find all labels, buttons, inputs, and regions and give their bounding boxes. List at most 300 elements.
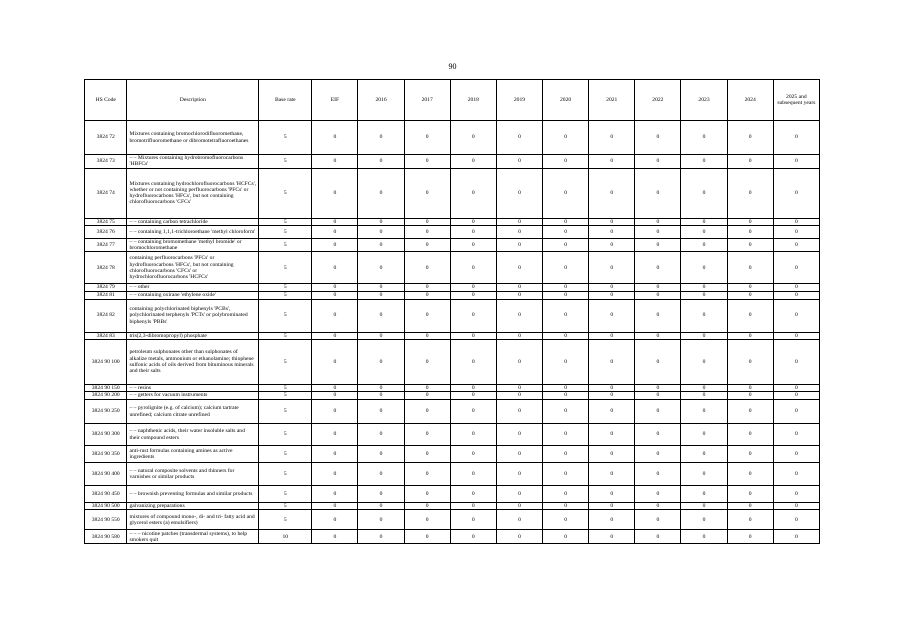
description-cell: containing polychlorinated biphenyls 'PCBs', polychlorinated terphenyls 'PCTs' or polybrominated biphenyls 'PBBs' [127,299,259,332]
hs-code-cell: 3824 75 [85,218,127,225]
column-header: Description [127,80,259,121]
stage-rate-cell: 0 [773,463,819,486]
hs-code-cell: 3824 90 250 [85,400,127,424]
description-cell: mixtures of compound mono-, di- and tri- fatty acid and glycerol esters (a) emulsifiers) [127,510,259,530]
stage-rate-cell: 0 [773,238,819,252]
stage-rate-cell: 0 [496,299,542,332]
stage-rate-cell: 0 [681,168,727,218]
stage-rate-cell: 0 [496,218,542,225]
stage-rate-cell: 0 [727,424,773,446]
description-cell: – – containing oxirane 'ethylene oxide' [127,291,259,299]
stage-rate-cell: 0 [358,463,404,486]
hs-code-cell: 3824 90 350 [85,446,127,463]
stage-rate-cell: 0 [589,446,635,463]
hs-code-cell: 3824 90 500 [85,503,127,510]
stage-rate-cell: 0 [773,384,819,391]
table-row [85,299,820,332]
stage-rate-cell: 0 [589,486,635,503]
stage-rate-cell: 0 [450,121,496,155]
table-row [85,168,820,218]
stage-rate-cell: 0 [404,155,450,169]
stage-rate-cell: 0 [589,530,635,544]
stage-rate-cell: 0 [773,424,819,446]
stage-rate-cell: 0 [312,155,358,169]
stage-rate-cell: 0 [358,332,404,339]
stage-rate-cell: 0 [589,424,635,446]
stage-rate-cell: 0 [358,238,404,252]
stage-rate-cell: 0 [358,284,404,291]
stage-rate-cell: 0 [358,252,404,284]
stage-rate-cell: 0 [773,510,819,530]
stage-rate-cell: 0 [358,392,404,400]
stage-rate-cell: 0 [312,463,358,486]
stage-rate-cell: 0 [635,252,681,284]
stage-rate-cell: 0 [773,284,819,291]
stage-rate-cell: 0 [681,284,727,291]
stage-rate-cell: 0 [635,339,681,384]
table-row [85,121,820,155]
stage-rate-cell: 0 [589,121,635,155]
description-cell: tris(2,3-dibromopropyl) phosphate [127,332,259,339]
column-header: 2020 [543,80,589,121]
stage-rate-cell: 0 [681,503,727,510]
stage-rate-cell: 0 [404,225,450,238]
table-row [85,400,820,424]
stage-rate-cell: 0 [727,510,773,530]
table-body [85,121,820,544]
stage-rate-cell: 0 [681,252,727,284]
description-cell: petroleum sulphonates other than sulphonates of alkalize metals, ammonium or ethanolamine; thiophene sulfonic acids of oils derived from bituminous minerals and their salts [127,339,259,384]
stage-rate-cell: 0 [450,238,496,252]
stage-rate-cell: 0 [496,284,542,291]
stage-rate-cell: 0 [496,238,542,252]
stage-rate-cell: 0 [312,486,358,503]
stage-rate-cell: 0 [773,332,819,339]
stage-rate-cell: 0 [312,339,358,384]
stage-rate-cell: 0 [773,446,819,463]
stage-rate-cell: 0 [681,424,727,446]
column-header: 2018 [450,80,496,121]
hs-code-cell: 3824 78 [85,252,127,284]
stage-rate-cell: 0 [358,384,404,391]
description-cell: – – natural composite solvents and thinners for varnishes or similar products [127,463,259,486]
stage-rate-cell: 0 [496,392,542,400]
stage-rate-cell: 0 [589,384,635,391]
stage-rate-cell: 0 [312,284,358,291]
stage-rate-cell: 0 [635,392,681,400]
stage-rate-cell: 0 [543,400,589,424]
stage-rate-cell: 0 [450,424,496,446]
stage-rate-cell: 0 [404,400,450,424]
description-cell: – – pyrolignite (e.g. of calcium); calcium tartrate unrefined; calcium citrate unrefined [127,400,259,424]
stage-rate-cell: 0 [589,155,635,169]
stage-rate-cell: 0 [635,291,681,299]
base-rate-cell: 5 [259,238,312,252]
stage-rate-cell: 0 [404,463,450,486]
stage-rate-cell: 0 [727,332,773,339]
stage-rate-cell: 0 [450,463,496,486]
column-header: 2025 and subsequent years [773,80,819,121]
stage-rate-cell: 0 [358,121,404,155]
stage-rate-cell: 0 [312,252,358,284]
stage-rate-cell: 0 [589,400,635,424]
hs-code-cell: 3824 90 550 [85,510,127,530]
stage-rate-cell: 0 [727,121,773,155]
stage-rate-cell: 0 [681,400,727,424]
stage-rate-cell: 0 [450,252,496,284]
stage-rate-cell: 0 [727,238,773,252]
stage-rate-cell: 0 [589,299,635,332]
stage-rate-cell: 0 [358,291,404,299]
stage-rate-cell: 0 [450,218,496,225]
stage-rate-cell: 0 [635,486,681,503]
table-row [85,284,820,291]
hs-code-cell: 3824 79 [85,284,127,291]
stage-rate-cell: 0 [727,225,773,238]
stage-rate-cell: 0 [727,446,773,463]
stage-rate-cell: 0 [681,155,727,169]
hs-code-cell: 3824 76 [85,225,127,238]
stage-rate-cell: 0 [635,155,681,169]
table-row [85,291,820,299]
stage-rate-cell: 0 [727,299,773,332]
stage-rate-cell: 0 [358,446,404,463]
stage-rate-cell: 0 [681,291,727,299]
stage-rate-cell: 0 [404,530,450,544]
stage-rate-cell: 0 [543,503,589,510]
stage-rate-cell: 0 [496,168,542,218]
stage-rate-cell: 0 [681,238,727,252]
stage-rate-cell: 0 [450,225,496,238]
stage-rate-cell: 0 [727,339,773,384]
stage-rate-cell: 0 [543,530,589,544]
stage-rate-cell: 0 [727,252,773,284]
table-row [85,486,820,503]
page-number: 90 [448,62,457,71]
stage-rate-cell: 0 [727,168,773,218]
base-rate-cell: 5 [259,503,312,510]
stage-rate-cell: 0 [635,424,681,446]
stage-rate-cell: 0 [450,291,496,299]
table-row [85,392,820,400]
stage-rate-cell: 0 [635,121,681,155]
stage-rate-cell: 0 [773,530,819,544]
stage-rate-cell: 0 [773,121,819,155]
stage-rate-cell: 0 [589,238,635,252]
base-rate-cell: 5 [259,486,312,503]
description-cell: Mixtures containing hydrochlorofluorocarbons 'HCFCs', whether or not containing perfluorocarbons 'PFCs' or hydrofluorocarbons 'HFCs', but not containing chlorofluorocarbons 'CFCs' [127,168,259,218]
hs-code-cell: 3824 73 [85,155,127,169]
stage-rate-cell: 0 [496,463,542,486]
stage-rate-cell: 0 [635,510,681,530]
stage-rate-cell: 0 [404,503,450,510]
stage-rate-cell: 0 [312,168,358,218]
stage-rate-cell: 0 [681,446,727,463]
description-cell: – – containing 1,1,1-trichloroethane 'methyl chloroform' [127,225,259,238]
stage-rate-cell: 0 [773,155,819,169]
hs-code-cell: 3824 74 [85,168,127,218]
stage-rate-cell: 0 [404,168,450,218]
hs-code-cell: 3824 90 580 [85,530,127,544]
base-rate-cell: 5 [259,291,312,299]
stage-rate-cell: 0 [543,155,589,169]
stage-rate-cell: 0 [635,218,681,225]
stage-rate-cell: 0 [589,218,635,225]
stage-rate-cell: 0 [496,503,542,510]
stage-rate-cell: 0 [496,332,542,339]
description-cell: anti-rust formulas containing amines as active ingredients [127,446,259,463]
stage-rate-cell: 0 [773,252,819,284]
stage-rate-cell: 0 [681,384,727,391]
column-header: 2022 [635,80,681,121]
stage-rate-cell: 0 [404,332,450,339]
stage-rate-cell: 0 [358,299,404,332]
stage-rate-cell: 0 [358,486,404,503]
base-rate-cell: 5 [259,510,312,530]
stage-rate-cell: 0 [635,168,681,218]
stage-rate-cell: 0 [358,503,404,510]
column-header: 2017 [404,80,450,121]
description-cell: Mixtures containing bromochlorodifluoromethane, bromotrifluoromethane or dibromotetrafluoroethanes [127,121,259,155]
stage-rate-cell: 0 [589,510,635,530]
stage-rate-cell: 0 [727,284,773,291]
stage-rate-cell: 0 [543,392,589,400]
stage-rate-cell: 0 [543,332,589,339]
stage-rate-cell: 0 [635,225,681,238]
table-row [85,225,820,238]
description-cell: – – – nicotine patches (transdermal systems), to help smokers quit [127,530,259,544]
stage-rate-cell: 0 [312,238,358,252]
stage-rate-cell: 0 [635,332,681,339]
stage-rate-cell: 0 [635,463,681,486]
stage-rate-cell: 0 [450,446,496,463]
stage-rate-cell: 0 [312,121,358,155]
table-row [85,530,820,544]
stage-rate-cell: 0 [496,121,542,155]
stage-rate-cell: 0 [681,332,727,339]
stage-rate-cell: 0 [635,238,681,252]
stage-rate-cell: 0 [312,424,358,446]
stage-rate-cell: 0 [312,400,358,424]
stage-rate-cell: 0 [773,299,819,332]
stage-rate-cell: 0 [727,392,773,400]
tariff-schedule-table [84,79,820,544]
stage-rate-cell: 0 [358,218,404,225]
stage-rate-cell: 0 [404,392,450,400]
stage-rate-cell: 0 [358,400,404,424]
stage-rate-cell: 0 [450,299,496,332]
stage-rate-cell: 0 [496,384,542,391]
stage-rate-cell: 0 [543,218,589,225]
stage-rate-cell: 0 [543,291,589,299]
stage-rate-cell: 0 [404,446,450,463]
base-rate-cell: 5 [259,384,312,391]
table-row [85,424,820,446]
column-header: 2019 [496,80,542,121]
stage-rate-cell: 0 [543,424,589,446]
stage-rate-cell: 0 [404,252,450,284]
stage-rate-cell: 0 [681,463,727,486]
stage-rate-cell: 0 [727,503,773,510]
hs-code-cell: 3824 83 [85,332,127,339]
base-rate-cell: 5 [259,332,312,339]
table-row [85,155,820,169]
description-cell: – – naphthenic acids, their water insoluble salts and their compound esters [127,424,259,446]
base-rate-cell: 5 [259,252,312,284]
stage-rate-cell: 0 [543,284,589,291]
table-row [85,218,820,225]
hs-code-cell: 3824 90 450 [85,486,127,503]
stage-rate-cell: 0 [312,530,358,544]
stage-rate-cell: 0 [404,486,450,503]
hs-code-cell: 3824 90 200 [85,392,127,400]
stage-rate-cell: 0 [635,446,681,463]
table-row [85,463,820,486]
stage-rate-cell: 0 [358,155,404,169]
stage-rate-cell: 0 [543,225,589,238]
stage-rate-cell: 0 [312,392,358,400]
column-header: Base rate [259,80,312,121]
stage-rate-cell: 0 [450,284,496,291]
stage-rate-cell: 0 [681,339,727,384]
stage-rate-cell: 0 [496,530,542,544]
stage-rate-cell: 0 [312,225,358,238]
hs-code-cell: 3824 90 150 [85,384,127,391]
stage-rate-cell: 0 [404,339,450,384]
stage-rate-cell: 0 [589,291,635,299]
stage-rate-cell: 0 [773,225,819,238]
stage-rate-cell: 0 [450,384,496,391]
stage-rate-cell: 0 [589,503,635,510]
stage-rate-cell: 0 [450,392,496,400]
column-header: EIF [312,80,358,121]
stage-rate-cell: 0 [543,384,589,391]
table-header-row [85,80,820,121]
stage-rate-cell: 0 [635,530,681,544]
stage-rate-cell: 0 [773,168,819,218]
stage-rate-cell: 0 [681,121,727,155]
stage-rate-cell: 0 [727,291,773,299]
description-cell: – – brownish preventing formulas and similar products [127,486,259,503]
stage-rate-cell: 0 [312,299,358,332]
stage-rate-cell: 0 [727,486,773,503]
description-cell: – – containing carbon tetrachloride [127,218,259,225]
stage-rate-cell: 0 [543,446,589,463]
stage-rate-cell: 0 [681,299,727,332]
hs-code-cell: 3824 72 [85,121,127,155]
stage-rate-cell: 0 [773,218,819,225]
base-rate-cell: 5 [259,155,312,169]
stage-rate-cell: 0 [312,446,358,463]
stage-rate-cell: 0 [496,252,542,284]
hs-code-cell: 3824 90 300 [85,424,127,446]
stage-rate-cell: 0 [635,299,681,332]
stage-rate-cell: 0 [496,291,542,299]
stage-rate-cell: 0 [589,339,635,384]
stage-rate-cell: 0 [543,299,589,332]
stage-rate-cell: 0 [543,339,589,384]
description-cell: containing perfluorocarbons 'PFCs' or hydrofluorocarbons 'HFCs', but not containing chlorofluorocarbons 'CFCs' or hydrochlorofluorocarbons 'HCFCs' [127,252,259,284]
base-rate-cell: 5 [259,400,312,424]
column-header: 2016 [358,80,404,121]
stage-rate-cell: 0 [727,400,773,424]
stage-rate-cell: 0 [589,252,635,284]
stage-rate-cell: 0 [727,155,773,169]
stage-rate-cell: 0 [496,155,542,169]
stage-rate-cell: 0 [635,503,681,510]
stage-rate-cell: 0 [635,400,681,424]
stage-rate-cell: 0 [589,225,635,238]
stage-rate-cell: 0 [450,155,496,169]
stage-rate-cell: 0 [450,510,496,530]
stage-rate-cell: 0 [543,252,589,284]
hs-code-cell: 3824 90 100 [85,339,127,384]
stage-rate-cell: 0 [450,530,496,544]
stage-rate-cell: 0 [358,168,404,218]
column-header: 2021 [589,80,635,121]
stage-rate-cell: 0 [773,291,819,299]
stage-rate-cell: 0 [496,446,542,463]
stage-rate-cell: 0 [404,510,450,530]
stage-rate-cell: 0 [543,486,589,503]
stage-rate-cell: 0 [589,284,635,291]
stage-rate-cell: 0 [312,332,358,339]
stage-rate-cell: 0 [496,424,542,446]
table-row [85,252,820,284]
stage-rate-cell: 0 [773,392,819,400]
stage-rate-cell: 0 [543,463,589,486]
base-rate-cell: 5 [259,284,312,291]
stage-rate-cell: 0 [404,291,450,299]
base-rate-cell: 5 [259,225,312,238]
stage-rate-cell: 0 [589,168,635,218]
stage-rate-cell: 0 [496,510,542,530]
stage-rate-cell: 0 [589,392,635,400]
stage-rate-cell: 0 [681,218,727,225]
description-cell: – – containing bromomethane 'methyl bromide' or bromochloromethane [127,238,259,252]
hs-code-cell: 3824 90 400 [85,463,127,486]
hs-code-cell: 3824 81 [85,291,127,299]
stage-rate-cell: 0 [404,299,450,332]
stage-rate-cell: 0 [773,503,819,510]
stage-rate-cell: 0 [358,225,404,238]
table-row [85,446,820,463]
stage-rate-cell: 0 [450,503,496,510]
description-cell: galvanizing preparations [127,503,259,510]
hs-code-cell: 3824 82 [85,299,127,332]
stage-rate-cell: 0 [358,530,404,544]
stage-rate-cell: 0 [450,400,496,424]
stage-rate-cell: 0 [404,218,450,225]
stage-rate-cell: 0 [496,339,542,384]
base-rate-cell: 5 [259,121,312,155]
stage-rate-cell: 0 [496,400,542,424]
stage-rate-cell: 0 [312,384,358,391]
stage-rate-cell: 0 [681,392,727,400]
description-cell: – – Mixtures containing hydrobromofluorocarbons 'HBFCs' [127,155,259,169]
stage-rate-cell: 0 [404,424,450,446]
base-rate-cell: 5 [259,218,312,225]
stage-rate-cell: 0 [543,168,589,218]
stage-rate-cell: 0 [773,486,819,503]
stage-rate-cell: 0 [589,463,635,486]
stage-rate-cell: 0 [358,424,404,446]
stage-rate-cell: 0 [496,486,542,503]
stage-rate-cell: 0 [312,503,358,510]
stage-rate-cell: 0 [681,225,727,238]
table-row [85,510,820,530]
stage-rate-cell: 0 [312,291,358,299]
